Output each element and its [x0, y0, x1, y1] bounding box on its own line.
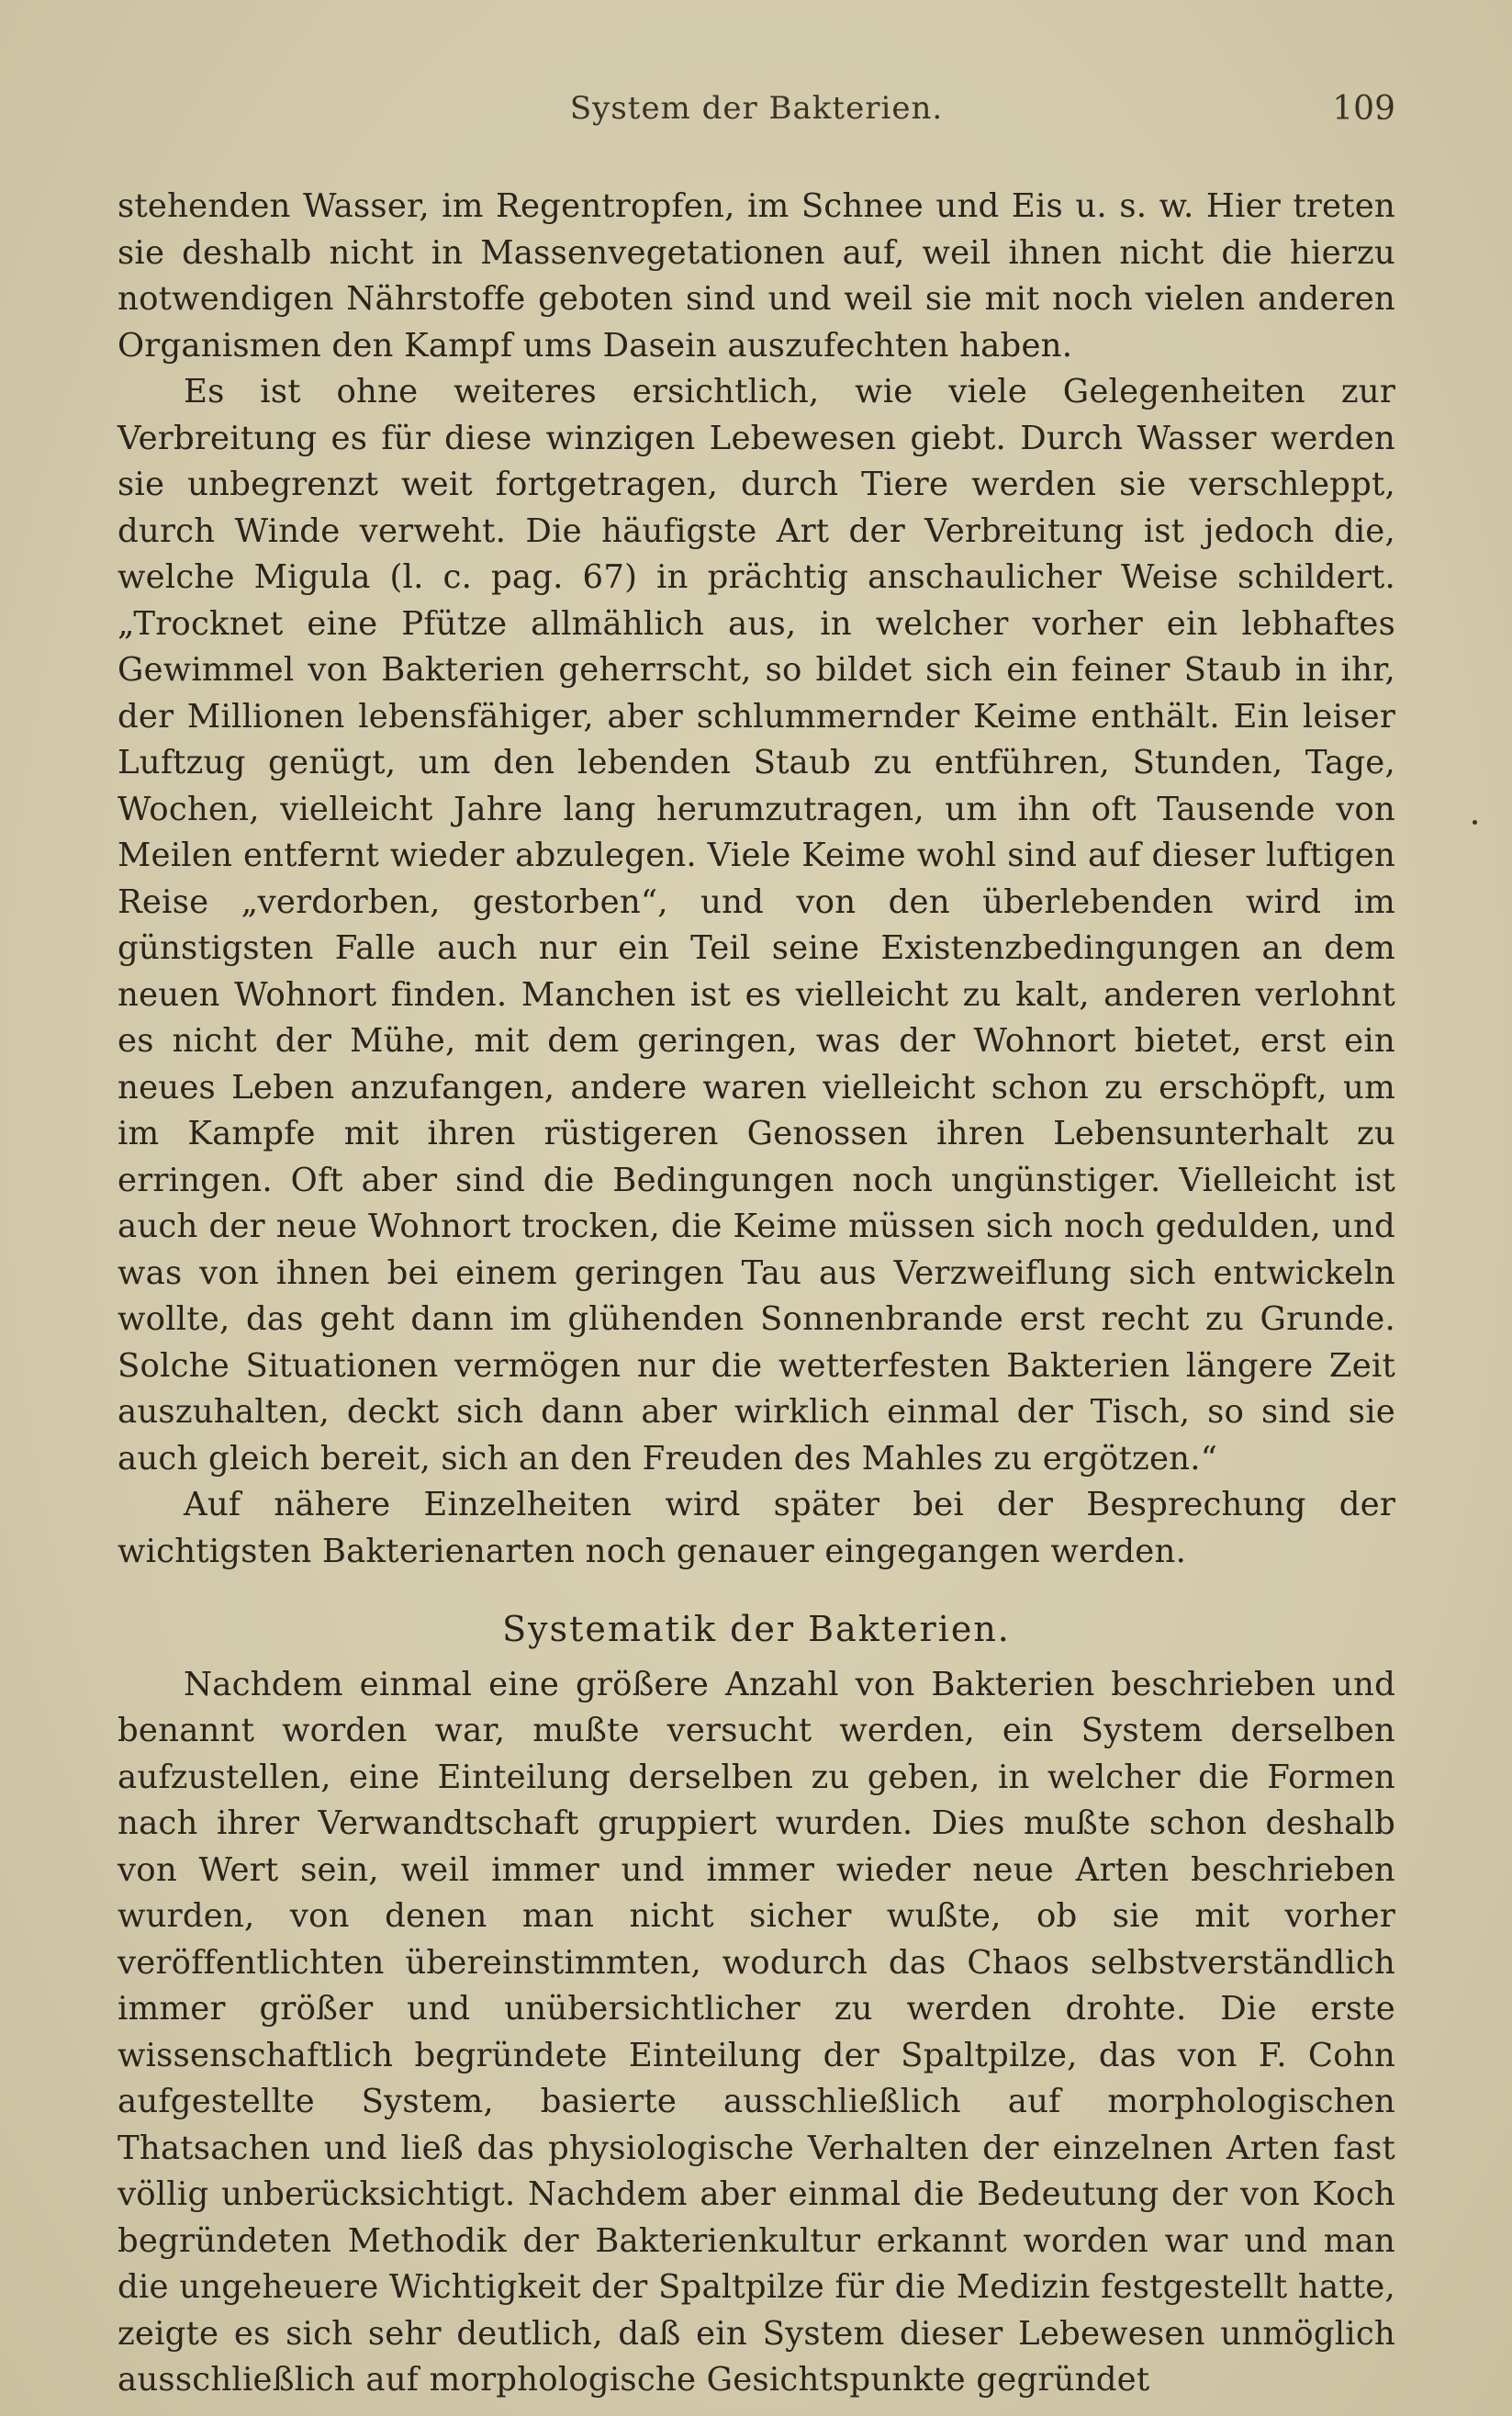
- paragraph-distribution: Es ist ohne weiteres ersichtlich, wie viele Gelegenheiten zur Verbreitung es für diese winzigen Lebewesen giebt. Durch Wasser werden sie unbegrenzt weit fortgetragen, durch Tiere werden sie verschleppt, durch Winde verweht. Die häufigste Art der Verbreitung ist jedoch die, welche Migula (l. c. pag. 67) in prächtig anschaulicher Weise schildert. „Trocknet eine Pfütze allmählich aus, in welcher vorher ein lebhaftes Gewimmel von Bakterien geherrscht, so bildet sich ein feiner Staub in ihr, der Millionen lebensfähiger, aber schlummernder Keime enthält. Ein leiser Luftzug genügt, um den lebenden Staub zu entführen, Stunden, Tage, Wochen, vielleicht Jahre lang herumzutragen, um ihn oft Tausende von Meilen entfernt wieder abzulegen. Viele Keime wohl sind auf dieser luftigen Reise „verdorben, gestorben“, und von den überlebenden wird im günstigsten Falle auch nur ein Teil seine Existenzbedingungen an dem neuen Wohnort finden. Manchen ist es vielleicht zu kalt, anderen verlohnt es nicht der Mühe, mit dem geringen, was der Wohnort bietet, erst ein neues Leben anzufangen, andere waren vielleicht schon zu erschöpft, um im Kampfe mit ihren rüstigeren Genossen ihren Lebensunterhalt zu erringen. Oft aber sind die Bedingungen noch ungünstiger. Vielleicht ist auch der neue Wohnort trocken, die Keime müssen sich noch gedulden, und was von ihnen bei einem geringen Tau aus Verzweiflung sich entwickeln wollte, das geht dann im glühenden Sonnenbrande erst recht zu Grunde. Solche Situationen vermögen nur die wetterfesten Bakterien längere Zeit auszuhalten, deckt sich dann aber wirklich einmal der Tisch, so sind sie auch gleich bereit, sich an den Freuden des Mahles zu ergötzen.“: [118, 373, 1395, 1478]
- page-number: 109: [1332, 90, 1395, 128]
- page-header: [118, 90, 1395, 145]
- paragraph-continued: stehenden Wasser, im Regentropfen, im Schnee und Eis u. s. w. Hier treten sie deshalb nicht in Massenvegetationen auf, weil ihnen nicht die hierzu notwendigen Nährstoffe geboten sind und weil sie mit noch vielen anderen Organismen den Kampf ums Dasein auszufechten haben.: [118, 187, 1395, 365]
- paragraph-details: Auf nähere Einzelheiten wird später bei der Besprechung der wichtigsten Bakterienarten noch genauer eingegangen werden.: [118, 1486, 1395, 1570]
- running-head: System der Bakterien.: [569, 90, 944, 127]
- paragraph-systematics: Nachdem einmal eine größere Anzahl von Bakterien beschrieben und benannt worden war, mußte versucht werden, ein System derselben aufzustellen, eine Einteilung derselben zu geben, in welcher die Formen nach ihrer Verwandtschaft gruppiert wurden. Dies mußte schon deshalb von Wert sein, weil immer und immer wieder neue Arten beschrieben wurden, von denen man nicht sicher wußte, ob sie mit vorher veröffentlichten übereinstimmten, wodurch das Chaos selbstverständlich immer größer und unübersichtlicher zu werden drohte. Die erste wissenschaftlich begründete Einteilung der Spaltpilze, das von F. Cohn aufgestellte System, basierte ausschließlich auf morphologischen Thatsachen und ließ das physiologische Verhalten der einzelnen Arten fast völlig unberücksichtigt. Nachdem aber einmal die Bedeutung der von Koch begründeten Methodik der Bakterienkultur erkannt worden war und man die ungeheuere Wichtigkeit der Spaltpilze für die Medizin festgestellt hatte, zeigte es sich sehr deutlich, daß ein System dieser Lebewesen unmöglich ausschließlich auf morphologische Gesichtspunkte gegründet: [118, 1665, 1395, 2399]
- body-text: [118, 184, 1395, 2404]
- section-heading: Systematik der Bakterien.: [502, 1609, 1011, 1649]
- ink-speck: [1473, 820, 1477, 825]
